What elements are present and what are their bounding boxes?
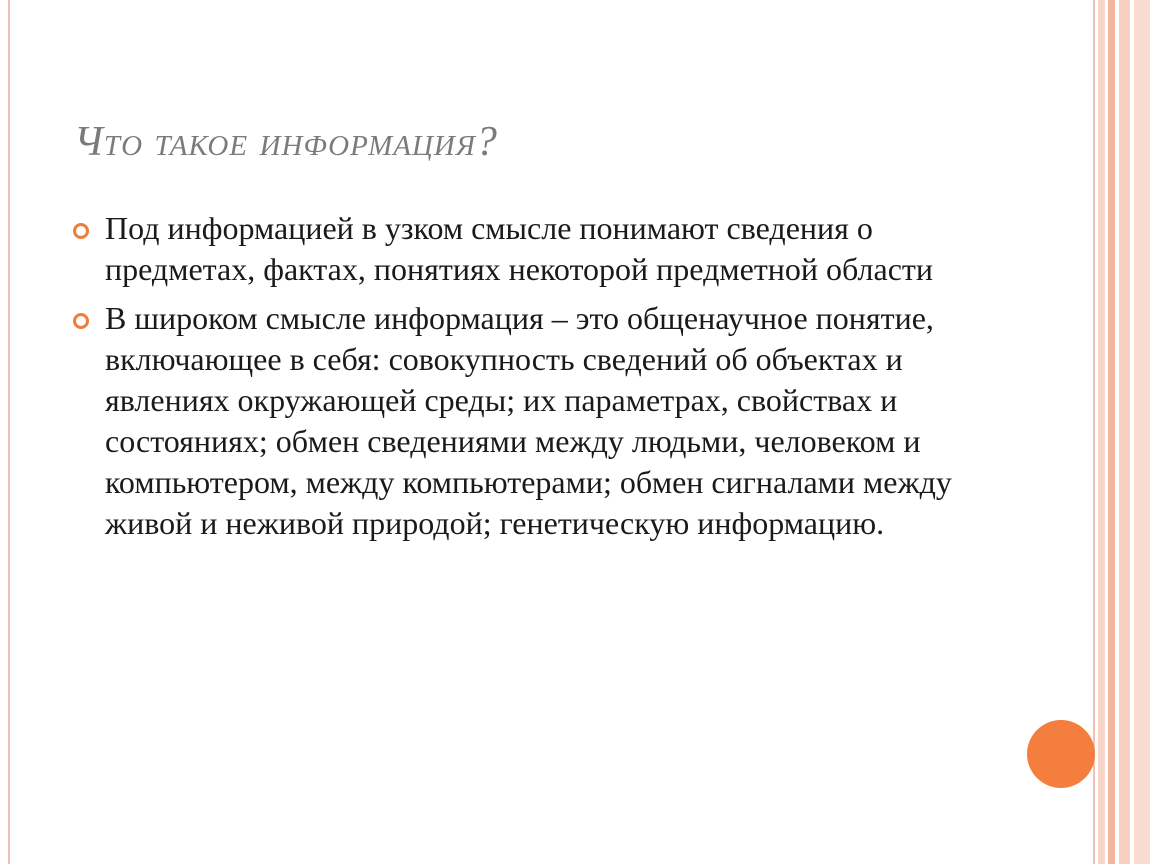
bullet-icon [73,313,89,329]
bullet-icon [73,223,89,239]
slide-body [72,208,992,552]
orange-circle-decoration-icon [1027,720,1095,788]
decor-stripe [1108,0,1115,864]
slide-title: Что такое информация? [74,119,498,165]
decor-stripe [1134,0,1150,864]
bullet-item [72,208,992,290]
bullet-text: В широком смысле информация – это общенаучное понятие, включающее в себя: совокупность сведений об объектах и явлениях окружающей среды; их параметрах, свойствах и состояниях; обмен сведениями между людьми, человеком и компьютером, между компьютерами; обмен сигналами между живой и неживой природой; генетическую информацию. [105,300,952,541]
bullet-text: Под информацией в узком смысле понимают сведения о предметах, фактах, понятиях некоторой предметной области [105,210,934,287]
bullet-item [72,298,992,544]
decor-stripe [1098,0,1105,864]
decor-stripe [1119,0,1130,864]
